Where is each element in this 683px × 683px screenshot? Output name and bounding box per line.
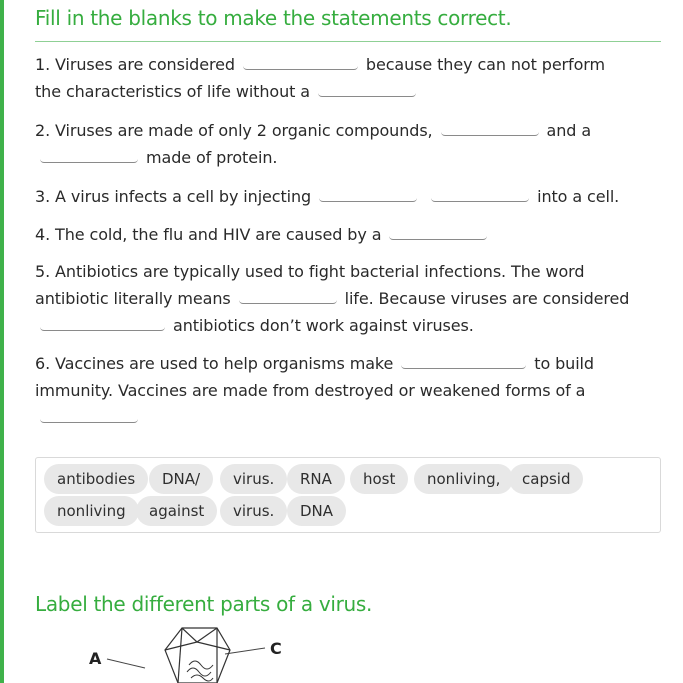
- blank-q1-2[interactable]: [318, 82, 416, 97]
- question-2: [35, 117, 661, 171]
- fill-blanks-heading: Fill in the blanks to make the statements correct.: [35, 6, 512, 30]
- q5-text-c: life. Because viruses are considered: [344, 289, 630, 308]
- word-chip[interactable]: nonliving,: [414, 464, 513, 494]
- q1-text-b: because they can not perform: [365, 55, 605, 74]
- heading-divider: [35, 41, 661, 42]
- question-3: [35, 183, 661, 210]
- word-chip[interactable]: nonliving: [44, 496, 139, 526]
- left-accent-rule: [0, 0, 4, 683]
- q2-text-b: and a: [546, 121, 592, 140]
- word-chip[interactable]: DNA: [287, 496, 346, 526]
- q5-text-b: antibiotic literally means: [35, 289, 231, 308]
- q1-text-a: 1. Viruses are considered: [35, 55, 235, 74]
- blank-q3-1[interactable]: [319, 187, 417, 202]
- word-chip[interactable]: DNA/: [149, 464, 213, 494]
- blank-q1-1[interactable]: [243, 55, 358, 70]
- q2-text-a: 2. Viruses are made of only 2 organic compounds,: [35, 121, 433, 140]
- blank-q4-1[interactable]: [389, 225, 487, 240]
- q1-text-c: the characteristics of life without a: [35, 82, 310, 101]
- question-6: [35, 350, 661, 431]
- q3-text-b: into a cell.: [537, 187, 620, 206]
- q5-text-a: 5. Antibiotics are typically used to fight bacterial infections. The word: [35, 262, 585, 281]
- q5-text-d: antibiotics don’t work against viruses.: [173, 316, 474, 335]
- word-bank: [35, 457, 661, 533]
- blank-q6-2[interactable]: [40, 408, 138, 423]
- word-chip[interactable]: RNA: [287, 464, 345, 494]
- word-chip[interactable]: antibodies: [44, 464, 148, 494]
- label-a: A: [89, 649, 102, 668]
- blank-q5-2[interactable]: [40, 316, 165, 331]
- genetic-material-icon: [187, 661, 213, 681]
- virus-diagram: [85, 620, 335, 683]
- word-chip[interactable]: virus.: [220, 496, 287, 526]
- q6-text-c: immunity. Vaccines are made from destroyed or weakened forms of a: [35, 381, 586, 400]
- blank-q3-2[interactable]: [431, 187, 529, 202]
- label-a-pointer: [107, 659, 145, 668]
- word-chip[interactable]: virus.: [220, 464, 287, 494]
- blank-q5-1[interactable]: [239, 289, 337, 304]
- word-chip[interactable]: capsid: [509, 464, 583, 494]
- question-1: [35, 51, 661, 105]
- word-chip[interactable]: host: [350, 464, 408, 494]
- q6-text-b: to build: [534, 354, 594, 373]
- label-virus-heading: Label the different parts of a virus.: [35, 592, 373, 616]
- blank-q6-1[interactable]: [401, 354, 526, 369]
- question-5: [35, 258, 661, 339]
- question-4: [35, 221, 661, 248]
- word-chip[interactable]: against: [136, 496, 217, 526]
- q4-text-a: 4. The cold, the flu and HIV are caused by a: [35, 225, 382, 244]
- blank-q2-2[interactable]: [40, 148, 138, 163]
- q2-text-c: made of protein.: [146, 148, 278, 167]
- blank-q2-1[interactable]: [441, 121, 539, 136]
- label-c: C: [270, 639, 282, 658]
- q3-text-a: 3. A virus infects a cell by injecting: [35, 187, 312, 206]
- q6-text-a: 6. Vaccines are used to help organisms make: [35, 354, 394, 373]
- label-c-pointer: [225, 648, 265, 654]
